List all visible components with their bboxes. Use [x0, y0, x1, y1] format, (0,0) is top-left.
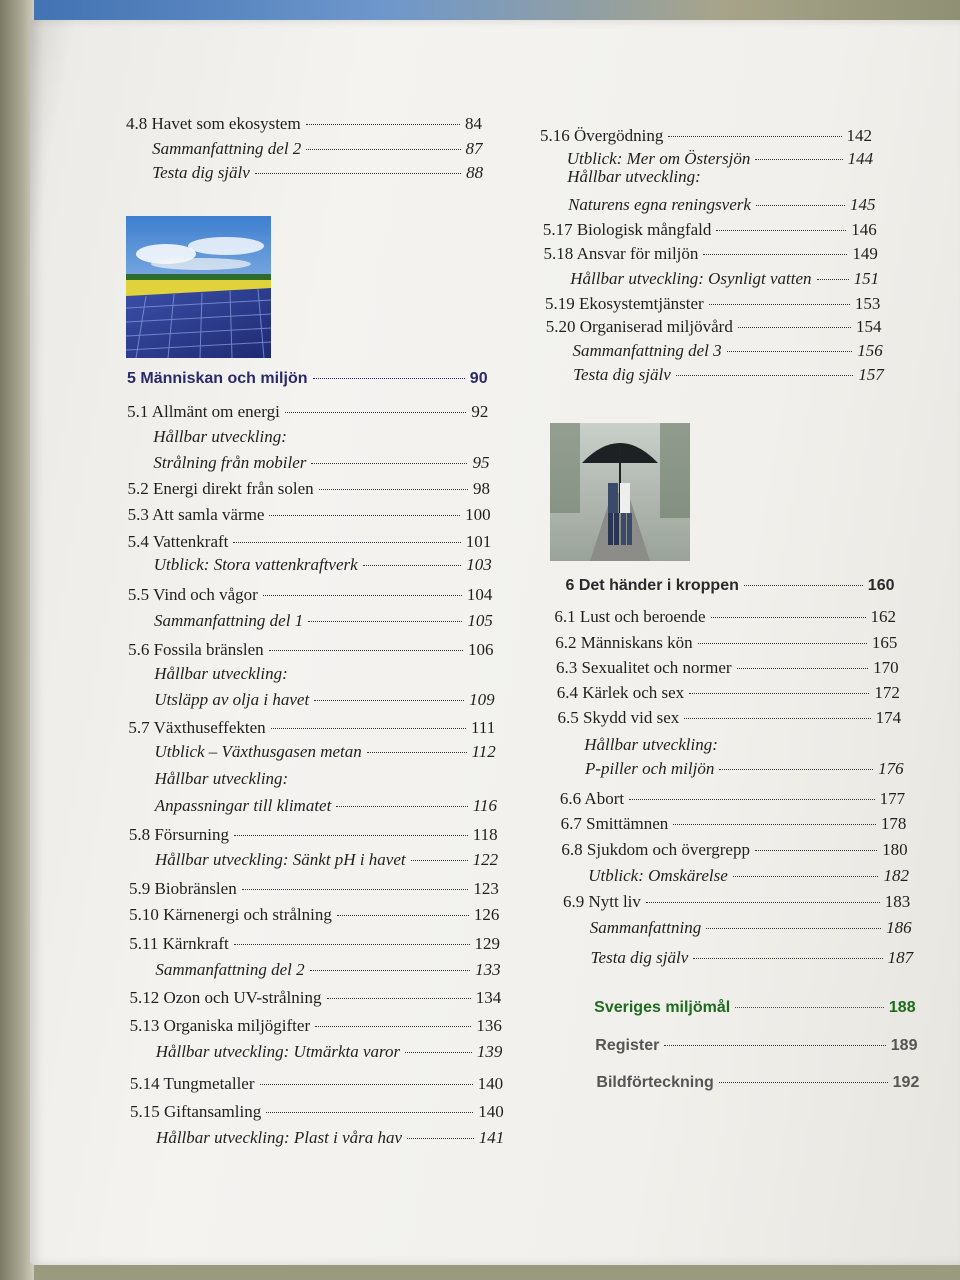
toc-entry-title: 5.5 Vind och vågor	[127, 585, 258, 604]
toc-page-number: 192	[892, 1074, 920, 1091]
toc-entry-anpassningar-till-klimatet	[155, 796, 497, 816]
dot-leader	[737, 668, 869, 669]
toc-page-number: 98	[473, 479, 491, 498]
toc-entry-title: Anpassningar till klimatet	[154, 796, 332, 815]
dot-leader	[711, 617, 866, 618]
toc-entry-5-3-att-samla-varme	[128, 505, 491, 525]
toc-entry-title: Utsläpp av olja i havet	[154, 690, 310, 709]
toc-entry-title: Utblick – Växthusgasen metan	[154, 742, 362, 761]
toc-entry-6-9-nytt-liv	[563, 892, 910, 912]
toc-entry-title: Sammanfattning del 2	[155, 960, 305, 979]
toc-page-number: 188	[888, 999, 916, 1016]
toc-page-number: 136	[476, 1016, 502, 1035]
toc-page-number: 109	[469, 690, 495, 709]
toc-entry-title: Strålning från mobiler	[153, 453, 307, 472]
toc-entry-hallbar-utveckling-osynligt-vatten	[570, 269, 879, 289]
toc-entry-title: 5.2 Energi direkt från solen	[127, 479, 314, 498]
dot-leader	[756, 205, 845, 206]
toc-entry-5-8-forsurning	[129, 825, 498, 845]
toc-entry-title: Utblick: Stora vattenkraftverk	[153, 555, 358, 574]
toc-entry-5-5-vind-och-vagor	[128, 585, 492, 605]
toc-entry-title: Naturens egna reningsverk	[568, 195, 751, 214]
toc-page-number: 141	[478, 1128, 505, 1147]
toc-entry-title: Sveriges miljömål	[594, 999, 731, 1016]
dot-leader	[260, 1084, 473, 1085]
umbrella-couple-photo	[550, 423, 690, 561]
toc-page-number: 176	[878, 759, 904, 778]
toc-page-number: 84	[465, 114, 482, 133]
toc-entry-title: 5.9 Biobränslen	[129, 879, 237, 898]
toc-page-number: 142	[846, 126, 872, 145]
toc-entry-hallbar-utveckling	[155, 769, 497, 789]
toc-entry-title: 6.4 Kärlek och sex	[556, 683, 685, 702]
dot-leader	[716, 230, 846, 231]
toc-entry-title: 6.7 Smittämnen	[560, 814, 669, 833]
toc-page-number: 105	[467, 611, 493, 630]
toc-page-number: 87	[465, 139, 483, 158]
toc-page-number: 106	[468, 640, 494, 659]
dot-leader	[336, 806, 467, 807]
toc-entry-title: 5.17 Biologisk mångfald	[542, 220, 712, 239]
toc-entry-5-19-ekosystemtjanster	[545, 294, 880, 314]
toc-page-number: 133	[475, 960, 501, 979]
toc-page-number: 189	[890, 1037, 918, 1054]
toc-entry-title: 5.8 Försurning	[128, 825, 229, 844]
toc-entry-title: 6 Det händer i kroppen	[565, 577, 739, 594]
toc-entry-title: 5.13 Organiska miljögifter	[129, 1016, 311, 1035]
toc-entry-title: Hållbar utveckling: Osynligt vatten	[570, 269, 812, 288]
toc-entry-hallbar-utveckling	[584, 735, 902, 755]
toc-page-number: 123	[473, 879, 499, 898]
dot-leader	[676, 375, 854, 376]
dot-leader	[817, 279, 849, 280]
dot-leader	[646, 902, 880, 903]
toc-page-number: 95	[472, 453, 490, 472]
dot-leader	[263, 595, 462, 596]
toc-entry-sammanfattning-del-3	[572, 341, 882, 361]
toc-page-number: 187	[887, 948, 914, 967]
toc-entry-6-4-karlek-och-sex	[557, 683, 900, 703]
toc-entry-5-16-overgodning	[540, 126, 872, 146]
toc-entry-title: 5 Människan och miljön	[127, 370, 308, 387]
dot-leader	[405, 1052, 472, 1053]
dot-leader	[315, 1026, 471, 1027]
dot-leader	[719, 1082, 888, 1083]
toc-entry-hallbar-utveckling	[153, 427, 489, 447]
dot-leader	[733, 876, 879, 877]
toc-entry-5-10-karnenergi-och-stralning	[129, 905, 499, 925]
toc-page-number: 104	[466, 585, 493, 604]
toc-entry-5-7-vaxthuseffekten	[128, 718, 495, 738]
toc-entry-title: Bildförteckning	[596, 1074, 714, 1091]
toc-entry-utblick-omskarelse	[588, 866, 909, 886]
toc-entry-utslapp-av-olja-i-havet	[154, 690, 494, 710]
toc-entry-4-8-havet-som-ekosystem	[126, 114, 482, 134]
dot-leader	[313, 378, 465, 379]
toc-entry-title: 5.7 Växthuseffekten	[128, 718, 266, 737]
toc-entry-5-1-allmant-om-energi	[127, 402, 488, 422]
toc-entry-6-2-manniskans-kon	[555, 633, 897, 653]
toc-entry-title: 5.20 Organiserad miljövård	[545, 317, 733, 336]
toc-entry-title: 5.15 Giftansamling	[129, 1102, 262, 1121]
dot-leader	[735, 1007, 884, 1008]
toc-entry-stralning-fran-mobiler	[153, 453, 489, 473]
toc-entry-title: 5.6 Fossila bränslen	[128, 640, 264, 659]
dot-leader	[337, 915, 469, 916]
dot-leader	[271, 728, 466, 729]
dot-leader	[407, 1138, 474, 1139]
toc-page-number: 129	[474, 934, 501, 953]
toc-entry-title: 5.1 Allmänt om energi	[127, 402, 280, 421]
dot-leader	[709, 304, 850, 305]
dot-leader	[727, 351, 853, 352]
toc-page-number: 112	[471, 742, 496, 761]
dot-leader	[755, 850, 877, 851]
toc-entry-5-14-tungmetaller	[130, 1074, 503, 1094]
dot-leader	[755, 159, 842, 160]
toc-entry-title: 6.3 Sexualitet och normer	[555, 658, 732, 677]
dot-leader	[266, 1112, 473, 1113]
toc-entry-utblick-stora-vattenkraftverk	[154, 555, 492, 575]
dot-leader	[269, 515, 460, 516]
dot-leader	[664, 1045, 885, 1046]
dot-leader	[698, 643, 867, 644]
toc-entry-title: 5.18 Ansvar för miljön	[543, 244, 699, 263]
toc-page-number: 118	[472, 825, 498, 844]
dot-leader	[255, 173, 461, 174]
toc-page-number: 134	[475, 988, 502, 1007]
dot-leader	[689, 693, 869, 694]
toc-entry-5-6-fossila-branslen	[128, 640, 493, 660]
toc-entry-5-9-biobranslen	[129, 879, 499, 899]
toc-page-number: 153	[854, 294, 881, 313]
toc-entry-sammanfattning	[590, 918, 912, 938]
toc-page-number: 172	[874, 683, 900, 702]
toc-page-number: 160	[867, 577, 895, 594]
toc-page-number: 183	[884, 892, 911, 911]
dot-leader	[363, 565, 462, 566]
toc-entry-title: 6.9 Nytt liv	[562, 892, 641, 911]
toc-page-number: 165	[871, 633, 898, 652]
toc-entry-sammanfattning-del-2	[152, 139, 482, 159]
toc-page-number: 140	[478, 1102, 504, 1121]
toc-entry-testa-dig-sjalv	[573, 365, 884, 385]
toc-entry-sveriges-miljomal	[594, 998, 915, 1018]
toc-page-number: 154	[856, 317, 882, 336]
toc-entry-5-11-karnkraft	[129, 934, 500, 954]
toc-entry-title: Testa dig själv	[573, 365, 671, 384]
toc-page-number: 178	[880, 814, 907, 833]
dot-leader	[684, 718, 870, 719]
toc-page-number: 139	[476, 1042, 503, 1061]
toc-page-number: 100	[465, 505, 491, 524]
dot-leader	[693, 958, 882, 959]
toc-page-number: 111	[471, 718, 496, 737]
toc-entry-title: 5.11 Kärnkraft	[129, 934, 229, 953]
toc-entry-5-15-giftansamling	[130, 1102, 504, 1122]
dot-leader	[234, 944, 470, 945]
toc-page-number: 182	[883, 866, 909, 885]
toc-page-number: 122	[472, 850, 499, 869]
toc-page-number: 186	[886, 918, 912, 937]
toc-entry-6-6-abort	[560, 789, 905, 809]
toc-entry-sammanfattning-del-1	[154, 611, 493, 631]
toc-page-number: 156	[857, 341, 883, 360]
toc-entry-title: Hållbar utveckling:	[154, 769, 289, 788]
toc-entry-title: Hållbar utveckling:	[153, 427, 287, 446]
toc-entry-title: Register	[595, 1037, 660, 1054]
toc-entry-title: 6.5 Skydd vid sex	[557, 708, 680, 727]
toc-entry-title: 6.1 Lust och beroende	[554, 607, 706, 626]
dot-leader	[327, 998, 471, 999]
dot-leader	[308, 621, 462, 622]
dot-leader	[233, 542, 460, 543]
toc-entry-6-5-skydd-vid-sex	[557, 708, 901, 728]
toc-entry-title: 5.14 Tungmetaller	[129, 1074, 255, 1093]
dot-leader	[310, 970, 471, 971]
toc-page-number: 146	[851, 220, 877, 239]
dot-leader	[242, 889, 469, 890]
toc-page-number: 157	[858, 365, 884, 384]
toc-page-number: 145	[849, 195, 876, 214]
toc-entry-5-manniskan-och-miljon	[127, 369, 488, 389]
toc-entry-title: Hållbar utveckling: Sänkt pH i havet	[154, 850, 406, 869]
toc-entry-naturens-egna-reningsverk	[568, 195, 875, 215]
toc-page-number: 149	[852, 244, 878, 263]
dot-leader	[719, 769, 873, 770]
toc-entry-6-det-hander-i-kroppen	[566, 576, 895, 596]
toc-entry-title: 6.8 Sjukdom och övergrepp	[561, 840, 750, 859]
toc-entry-5-2-energi-direkt-fran-solen	[127, 479, 490, 499]
toc-entry-title: Hållbar utveckling: Utmärkta varor	[155, 1042, 401, 1061]
toc-page-number: 144	[847, 149, 874, 168]
toc-entry-title: 5.19 Ekosystemtjänster	[545, 294, 704, 313]
toc-entry-utblick-mer-om-ostersjon	[567, 149, 873, 169]
toc-page-number: 103	[466, 555, 492, 574]
toc-entry-title: Hållbar utveckling:	[584, 735, 718, 754]
dot-leader	[367, 752, 467, 753]
toc-entry-title: Hållbar utveckling: Plast i våra hav	[156, 1128, 403, 1147]
toc-entry-testa-dig-sjalv	[152, 163, 483, 183]
toc-entry-6-8-sjukdom-och-overgrepp	[561, 840, 907, 860]
toc-page-number: 126	[473, 905, 500, 924]
toc-page-number: 170	[873, 658, 899, 677]
toc-entry-title: Utblick: Mer om Östersjön	[566, 149, 751, 168]
toc-entry-5-13-organiska-miljogifter	[130, 1016, 502, 1036]
dot-leader	[306, 124, 460, 125]
toc-entry-bildforteckning	[596, 1073, 919, 1093]
toc-page-number: 101	[465, 532, 492, 551]
toc-entry-5-4-vattenkraft	[128, 532, 492, 552]
toc-entry-p-piller-och-miljon	[585, 759, 904, 779]
toc-entry-title: 5.4 Vattenkraft	[127, 532, 229, 551]
dot-leader	[703, 254, 847, 255]
toc-entry-register	[595, 1036, 917, 1056]
dot-leader	[673, 824, 876, 825]
toc-entry-5-20-organiserad-miljovard	[546, 317, 882, 337]
dot-leader	[668, 136, 841, 137]
toc-page-number: 140	[477, 1074, 504, 1093]
toc-page-number: 90	[469, 370, 488, 387]
toc-entry-testa-dig-sjalv	[591, 948, 913, 968]
toc-entry-hallbar-utveckling	[154, 664, 494, 684]
dot-leader	[285, 412, 467, 413]
toc-entry-title: 5.12 Ozon och UV-strålning	[129, 988, 322, 1007]
dot-leader	[411, 860, 468, 861]
dot-leader	[319, 489, 468, 490]
toc-entry-6-7-smittamnen	[561, 814, 907, 834]
toc-page-number: 174	[875, 708, 902, 727]
dot-leader	[269, 650, 463, 651]
toc-entry-title: 5.16 Övergödning	[540, 126, 664, 145]
toc-entry-hallbar-utveckling	[567, 167, 874, 187]
dot-leader	[234, 835, 468, 836]
dot-leader	[629, 799, 875, 800]
toc-entry-5-12-ozon-och-uv-stralning	[129, 988, 501, 1008]
dot-leader	[314, 700, 464, 701]
toc-page-number: 92	[471, 402, 489, 421]
toc-entry-title: Sammanfattning	[589, 918, 702, 937]
toc-page-number: 116	[472, 796, 497, 815]
toc-entry-5-17-biologisk-mangfald	[543, 220, 877, 240]
toc-entry-title: 6.2 Människans kön	[555, 633, 693, 652]
toc-entry-title: P-piller och miljön	[584, 759, 715, 778]
solar-panel-photo	[126, 216, 271, 358]
book-spine	[0, 0, 34, 1280]
toc-entry-title: Hållbar utveckling:	[154, 664, 288, 683]
toc-page-number: 177	[879, 789, 906, 808]
toc-entry-title: Sammanfattning del 2	[152, 139, 302, 158]
toc-entry-title: Hållbar utveckling:	[567, 167, 701, 186]
toc-entry-sammanfattning-del-2	[155, 960, 500, 980]
toc-entry-title: Sammanfattning del 3	[572, 341, 722, 360]
toc-page-number: 88	[466, 163, 484, 182]
toc-entry-hallbar-utveckling-utmarkta-varor	[156, 1042, 503, 1062]
dot-leader	[744, 585, 863, 586]
toc-entry-title: Testa dig själv	[152, 163, 250, 182]
toc-entry-utblick-vaxthusgasen-metan	[155, 742, 496, 762]
toc-entry-title: 5.10 Kärnenergi och strålning	[129, 905, 332, 924]
toc-entry-title: 5.3 Att samla värme	[127, 505, 265, 524]
toc-entry-title: 6.6 Abort	[559, 789, 625, 808]
toc-entry-6-3-sexualitet-och-normer	[556, 658, 899, 678]
toc-entry-6-1-lust-och-beroende	[554, 607, 896, 627]
toc-entry-title: Sammanfattning del 1	[153, 611, 304, 630]
toc-entry-hallbar-utveckling-plast-i-vara-hav	[156, 1128, 504, 1148]
dot-leader	[706, 928, 881, 929]
dot-leader	[311, 463, 467, 464]
toc-entry-title: 4.8 Havet som ekosystem	[126, 114, 301, 133]
dot-leader	[738, 327, 851, 328]
toc-page-number: 180	[882, 840, 908, 859]
toc-entry-5-18-ansvar-for-miljon	[544, 244, 878, 264]
toc-page-number: 162	[870, 607, 897, 626]
toc-page-number: 151	[853, 269, 880, 288]
toc-entry-hallbar-utveckling-sankt-ph-i-havet	[155, 850, 498, 870]
dot-leader	[306, 149, 460, 150]
toc-entry-title: Utblick: Omskärelse	[588, 866, 728, 885]
toc-entry-title: Testa dig själv	[590, 948, 689, 967]
